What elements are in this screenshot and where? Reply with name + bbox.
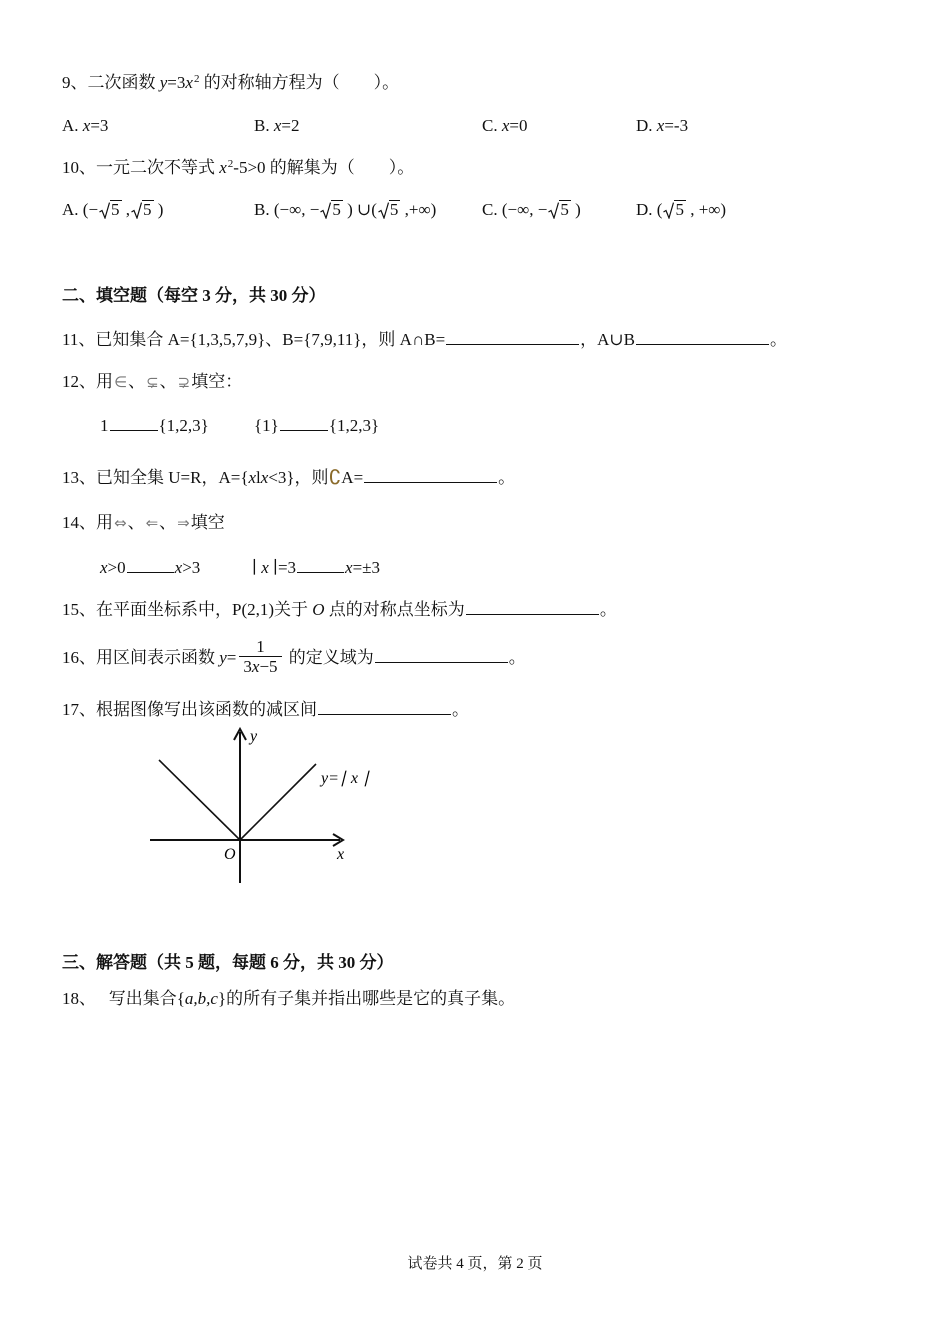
sqrt-symbol: 5 [99,199,122,221]
section-3-title: 三、解答题（共 5 题，每题 6 分，共 30 分） [62,953,394,972]
element-of-symbol: ∈ [114,373,128,391]
q10-option-a: A. (− 5 , 5 ) [62,200,164,219]
section-2-title: 二、填空题（每空 3 分，共 30 分） [62,286,326,305]
q9-text-end: 的对称轴方程为（ ）。 [199,73,400,92]
right-arrow-symbol: ⇒ [177,514,190,532]
q15-blank[interactable] [466,598,599,615]
q18: 18、 写出集合{a,b,c}的所有子集并指出哪些是它的真子集。 [62,989,516,1008]
q16-blank[interactable] [375,646,508,663]
q12-item-1: 1 {1,2,3} [100,416,209,435]
q17-number: 17、 [62,700,96,719]
fraction: $\frac{1}{3x-5}$ [239,638,281,677]
q13: 13、已知全集 U=R，A={xlx<3}，则∁A= 。 [62,465,516,489]
sqrt-symbol: 5 [378,199,401,221]
x-axis-label: x [337,846,345,863]
q10-number: 10、 [62,158,96,177]
y-axis-label: y [250,728,258,745]
q11-number: 11、 [62,330,96,349]
q17: 17、根据图像写出该函数的减区间 。 [62,700,469,719]
q14: 14、用⇔、⇐、⇒填空 [62,513,225,532]
function-label: y=∣ x ∣ [321,770,370,787]
proper-subset-symbol: ⊊ [146,373,159,391]
q11: 11、已知集合 A={1,3,5,7,9}、B={7,9,11}，则 A∩B= ，A∪B 。 [62,330,788,349]
page-footer: 试卷共 4 页，第 2 页 [407,1256,543,1272]
q16-number: 16、 [62,648,96,667]
q9-number: 9、 [62,73,88,92]
q12: 12、用∈、⊊、⊋填空： [62,372,243,391]
q14-item-1: x>0 x>3 [100,558,201,577]
q16: 16、用区间表示函数 y= $\frac{1}{3x-5}$ 的定义域为 。 [62,636,526,676]
q10-stem: 10、一元二次不等式 $x^2-5>0$ 的解集为（ ）。 [62,158,415,177]
q9-option-b: B. x=2 [254,116,300,135]
q14-blank-2[interactable] [297,556,344,573]
q13-number: 13、 [62,468,96,487]
absolute-value-graph [140,725,390,890]
q12-number: 12、 [62,372,96,391]
origin-label: O [224,846,236,863]
iff-arrow-symbol: ⇔ [114,514,127,532]
graph-left-branch [159,760,240,840]
q10-exponent: 2 [227,158,234,170]
q9-option-d: D. x=-3 [636,116,689,135]
sqrt-symbol: 5 [548,199,571,221]
q14-blank-1[interactable] [127,556,174,573]
q18-number: 18、 [62,989,96,1008]
q14-item-2: ∣ x ∣=3 x=±3 [252,558,381,577]
q9-stem [62,72,399,96]
q12-blank-1[interactable] [110,414,158,431]
q15-number: 15、 [62,600,96,619]
q11-blank-union[interactable] [636,328,769,345]
q9-fn-eq: =3 [167,73,186,92]
q9-fn-var: y [159,73,168,92]
left-arrow-symbol: ⇐ [145,514,159,532]
q9-fn-var-x: x [185,73,193,92]
q10-option-c: C. (−∞, − 5 ) [482,200,581,219]
proper-superset-symbol: ⊋ [177,373,191,391]
q10-option-d: D. ( 5 , +∞) [636,200,727,219]
sqrt-symbol: 5 [663,199,686,221]
q14-number: 14、 [62,513,96,532]
q9-text: 二次函数 [87,73,160,92]
q12-blank-2[interactable] [280,414,328,431]
q12-item-2: {1} {1,2,3} [254,416,380,435]
sqrt-symbol: 5 [320,199,343,221]
q9-option-c: C. x=0 [482,116,528,135]
q17-blank[interactable] [318,698,451,715]
q10-option-b: B. (−∞, − 5 ) ∪( 5 ,+∞) [254,200,437,219]
q9-option-a: A. x=3 [62,116,109,135]
graph-right-branch [240,764,316,840]
q15: 15、在平面坐标系中，P(2,1)关于 O 点的对称点坐标为 。 [62,600,617,619]
sqrt-symbol: 5 [131,199,154,221]
complement-symbol: ∁ [328,465,342,489]
q9-exponent: 2 [193,73,200,85]
q11-blank-intersection[interactable] [446,328,579,345]
q13-blank[interactable] [364,466,497,483]
